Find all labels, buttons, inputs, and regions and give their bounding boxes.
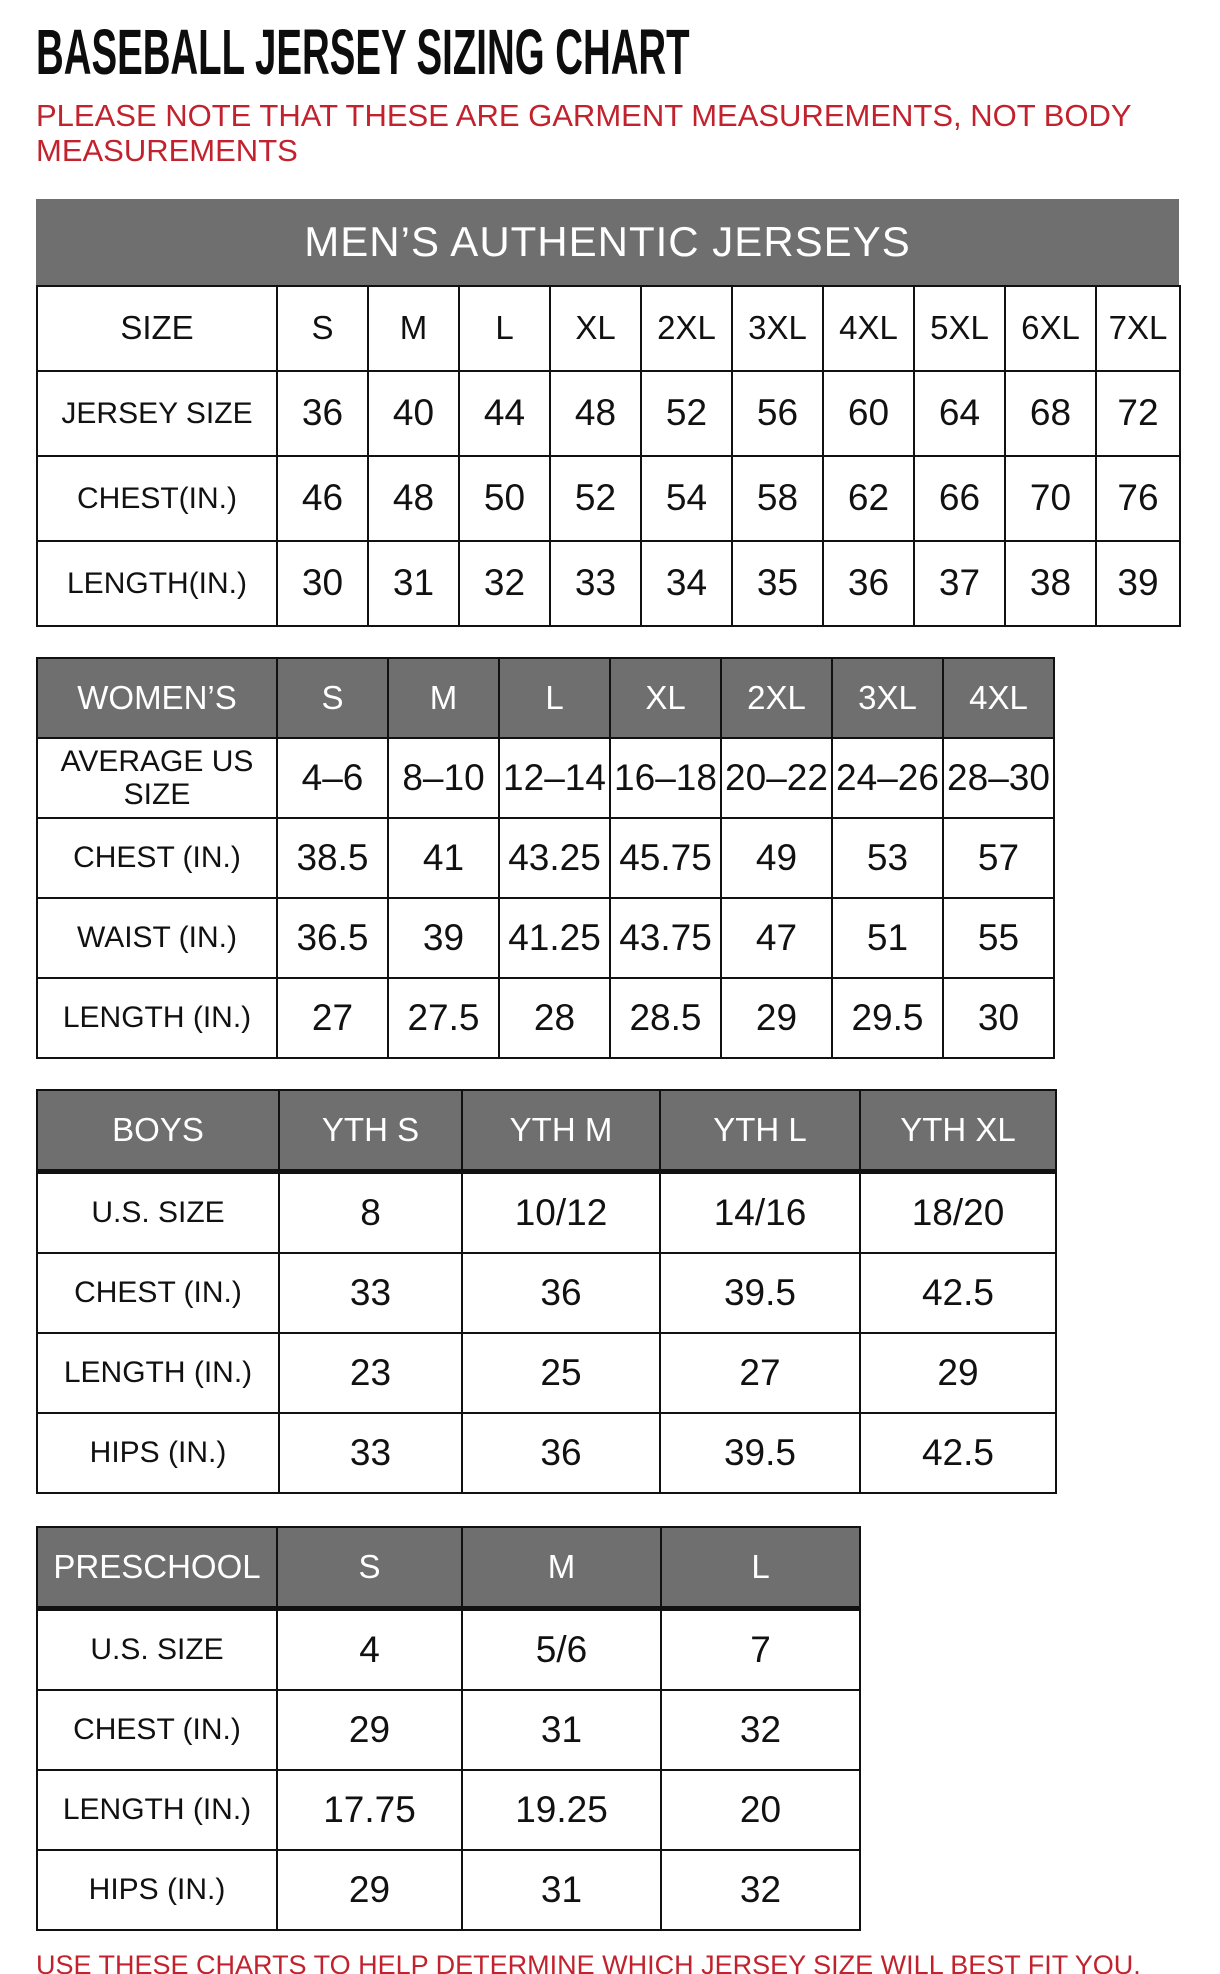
boys-table-row [37, 1413, 1056, 1493]
mens-measurement-cell: 38 [1005, 541, 1096, 626]
boys-measurement-cell: 33 [279, 1253, 462, 1333]
mens-measurement-cell: 62 [823, 456, 914, 541]
womens-measurement-cell: 51 [832, 898, 943, 978]
mens-measurement-cell: 64 [914, 371, 1005, 456]
womens-measurement-cell: 43.75 [610, 898, 721, 978]
womens-measurement-cell: 24–26 [832, 738, 943, 818]
mens-measurement-cell: 52 [550, 456, 641, 541]
mens-measurement-cell: 40 [368, 371, 459, 456]
mens-size-column-header: 6XL [1005, 286, 1096, 371]
preschool-section [36, 1526, 1190, 1931]
womens-measurement-cell: 16–18 [610, 738, 721, 818]
preschool-measurement-cell: 31 [462, 1690, 661, 1770]
preschool-table-row [37, 1690, 860, 1770]
preschool-measurement-cell: 7 [661, 1608, 860, 1690]
womens-row-label: CHEST (IN.) [37, 818, 277, 898]
mens-measurement-cell: 58 [732, 456, 823, 541]
mens-measurement-cell: 30 [277, 541, 368, 626]
boys-header-label: BOYS [37, 1090, 279, 1172]
boys-measurement-cell: 42.5 [860, 1413, 1056, 1493]
preschool-table-row [37, 1850, 860, 1930]
boys-measurement-cell: 33 [279, 1413, 462, 1493]
boys-measurement-cell: 42.5 [860, 1253, 1056, 1333]
mens-measurement-cell: 44 [459, 371, 550, 456]
preschool-header-row [37, 1527, 860, 1609]
womens-section [36, 657, 1190, 1059]
preschool-measurement-cell: 31 [462, 1850, 661, 1930]
preschool-table-row [37, 1608, 860, 1690]
mens-measurement-cell: 76 [1096, 456, 1180, 541]
womens-table-row [37, 898, 1054, 978]
womens-size-column-header: M [388, 658, 499, 738]
preschool-measurement-cell: 32 [661, 1850, 860, 1930]
womens-measurement-cell: 45.75 [610, 818, 721, 898]
womens-measurement-cell: 27 [277, 978, 388, 1058]
mens-measurement-cell: 54 [641, 456, 732, 541]
womens-size-column-header: 3XL [832, 658, 943, 738]
boys-measurement-cell: 27 [660, 1333, 860, 1413]
mens-row-label: LENGTH(IN.) [37, 541, 277, 626]
mens-table-row [37, 371, 1180, 456]
preschool-row-label: CHEST (IN.) [37, 1690, 277, 1770]
preschool-measurement-cell: 20 [661, 1770, 860, 1850]
preschool-measurement-cell: 4 [277, 1608, 462, 1690]
mens-section [36, 199, 1190, 627]
mens-measurement-cell: 68 [1005, 371, 1096, 456]
preschool-row-label: U.S. SIZE [37, 1608, 277, 1690]
boys-measurement-cell: 25 [462, 1333, 660, 1413]
mens-size-column-header: XL [550, 286, 641, 371]
tables-container [36, 199, 1190, 1931]
mens-measurement-cell: 34 [641, 541, 732, 626]
womens-table-row [37, 818, 1054, 898]
preschool-measurement-cell: 29 [277, 1690, 462, 1770]
page-title: BASEBALL JERSEY SIZING CHART [36, 16, 690, 88]
womens-size-column-header: L [499, 658, 610, 738]
womens-measurement-cell: 12–14 [499, 738, 610, 818]
womens-measurement-cell: 27.5 [388, 978, 499, 1058]
mens-measurement-cell: 60 [823, 371, 914, 456]
boys-size-column-header: YTH XL [860, 1090, 1056, 1172]
womens-row-label: LENGTH (IN.) [37, 978, 277, 1058]
mens-header-row [37, 286, 1180, 371]
womens-row-label: AVERAGE US SIZE [37, 738, 277, 818]
mens-measurement-cell: 35 [732, 541, 823, 626]
boys-measurement-cell: 14/16 [660, 1171, 860, 1253]
mens-size-column-header: 2XL [641, 286, 732, 371]
womens-measurement-cell: 20–22 [721, 738, 832, 818]
boys-measurement-cell: 8 [279, 1171, 462, 1253]
womens-measurement-cell: 36.5 [277, 898, 388, 978]
mens-size-column-header: 3XL [732, 286, 823, 371]
preschool-measurement-cell: 19.25 [462, 1770, 661, 1850]
boys-table-row [37, 1253, 1056, 1333]
mens-size-column-header: M [368, 286, 459, 371]
mens-measurement-cell: 48 [368, 456, 459, 541]
boys-row-label: CHEST (IN.) [37, 1253, 279, 1333]
womens-measurement-cell: 39 [388, 898, 499, 978]
mens-measurement-cell: 33 [550, 541, 641, 626]
womens-measurement-cell: 28.5 [610, 978, 721, 1058]
preschool-size-table [36, 1526, 861, 1931]
mens-measurement-cell: 48 [550, 371, 641, 456]
mens-row-label: CHEST(IN.) [37, 456, 277, 541]
boys-row-label: HIPS (IN.) [37, 1413, 279, 1493]
boys-row-label: U.S. SIZE [37, 1171, 279, 1253]
mens-measurement-cell: 39 [1096, 541, 1180, 626]
womens-measurement-cell: 28 [499, 978, 610, 1058]
boys-measurement-cell: 39.5 [660, 1413, 860, 1493]
boys-size-table [36, 1089, 1057, 1494]
mens-measurement-cell: 70 [1005, 456, 1096, 541]
preschool-size-column-header: L [661, 1527, 860, 1609]
womens-table-row [37, 978, 1054, 1058]
womens-measurement-cell: 47 [721, 898, 832, 978]
mens-measurement-cell: 46 [277, 456, 368, 541]
mens-size-column-header: 7XL [1096, 286, 1180, 371]
boys-row-label: LENGTH (IN.) [37, 1333, 279, 1413]
womens-measurement-cell: 41 [388, 818, 499, 898]
mens-row-label: JERSEY SIZE [37, 371, 277, 456]
mens-measurement-cell: 36 [823, 541, 914, 626]
mens-measurement-cell: 37 [914, 541, 1005, 626]
mens-size-column-header: 4XL [823, 286, 914, 371]
womens-measurement-cell: 49 [721, 818, 832, 898]
preschool-header-label: PRESCHOOL [37, 1527, 277, 1609]
womens-header-label: WOMEN’S [37, 658, 277, 738]
mens-measurement-cell: 36 [277, 371, 368, 456]
womens-size-column-header: S [277, 658, 388, 738]
boys-measurement-cell: 36 [462, 1253, 660, 1333]
boys-header-row [37, 1090, 1056, 1172]
boys-measurement-cell: 10/12 [462, 1171, 660, 1253]
preschool-size-column-header: S [277, 1527, 462, 1609]
boys-measurement-cell: 36 [462, 1413, 660, 1493]
womens-measurement-cell: 57 [943, 818, 1054, 898]
boys-measurement-cell: 39.5 [660, 1253, 860, 1333]
womens-measurement-cell: 41.25 [499, 898, 610, 978]
womens-measurement-cell: 30 [943, 978, 1054, 1058]
mens-header-label: SIZE [37, 286, 277, 371]
boys-section [36, 1089, 1190, 1494]
womens-measurement-cell: 55 [943, 898, 1054, 978]
boys-measurement-cell: 18/20 [860, 1171, 1056, 1253]
boys-measurement-cell: 29 [860, 1333, 1056, 1413]
womens-measurement-cell: 38.5 [277, 818, 388, 898]
boys-table-row [37, 1333, 1056, 1413]
womens-size-column-header: 4XL [943, 658, 1054, 738]
mens-measurement-cell: 50 [459, 456, 550, 541]
mens-size-column-header: 5XL [914, 286, 1005, 371]
womens-table-row [37, 738, 1054, 818]
boys-measurement-cell: 23 [279, 1333, 462, 1413]
preschool-row-label: HIPS (IN.) [37, 1850, 277, 1930]
womens-row-label: WAIST (IN.) [37, 898, 277, 978]
womens-measurement-cell: 53 [832, 818, 943, 898]
womens-header-row [37, 658, 1054, 738]
mens-size-table [36, 285, 1181, 627]
mens-size-column-header: L [459, 286, 550, 371]
preschool-size-column-header: M [462, 1527, 661, 1609]
mens-measurement-cell: 32 [459, 541, 550, 626]
mens-table-row [37, 456, 1180, 541]
mens-measurement-cell: 52 [641, 371, 732, 456]
womens-measurement-cell: 43.25 [499, 818, 610, 898]
womens-measurement-cell: 29.5 [832, 978, 943, 1058]
womens-measurement-cell: 4–6 [277, 738, 388, 818]
mens-size-column-header: S [277, 286, 368, 371]
mens-measurement-cell: 72 [1096, 371, 1180, 456]
boys-table-row [37, 1171, 1056, 1253]
preschool-measurement-cell: 5/6 [462, 1608, 661, 1690]
boys-size-column-header: YTH S [279, 1090, 462, 1172]
preschool-measurement-cell: 32 [661, 1690, 860, 1770]
garment-measurements-note: PLEASE NOTE THAT THESE ARE GARMENT MEASUREMENTS, NOT BODY MEASUREMENTS [36, 97, 1132, 169]
mens-table-row [37, 541, 1180, 626]
womens-size-column-header: 2XL [721, 658, 832, 738]
footer-note: USE THESE CHARTS TO HELP DETERMINE WHICH JERSEY SIZE WILL BEST FIT YOU. [36, 1949, 1141, 1974]
preschool-measurement-cell: 29 [277, 1850, 462, 1930]
womens-measurement-cell: 29 [721, 978, 832, 1058]
womens-measurement-cell: 8–10 [388, 738, 499, 818]
womens-size-column-header: XL [610, 658, 721, 738]
mens-banner-header: MEN’S AUTHENTIC JERSEYS [36, 199, 1179, 285]
preschool-measurement-cell: 17.75 [277, 1770, 462, 1850]
mens-measurement-cell: 66 [914, 456, 1005, 541]
womens-measurement-cell: 28–30 [943, 738, 1054, 818]
mens-measurement-cell: 56 [732, 371, 823, 456]
boys-size-column-header: YTH L [660, 1090, 860, 1172]
preschool-table-row [37, 1770, 860, 1850]
boys-size-column-header: YTH M [462, 1090, 660, 1172]
womens-size-table [36, 657, 1055, 1059]
mens-measurement-cell: 31 [368, 541, 459, 626]
preschool-row-label: LENGTH (IN.) [37, 1770, 277, 1850]
